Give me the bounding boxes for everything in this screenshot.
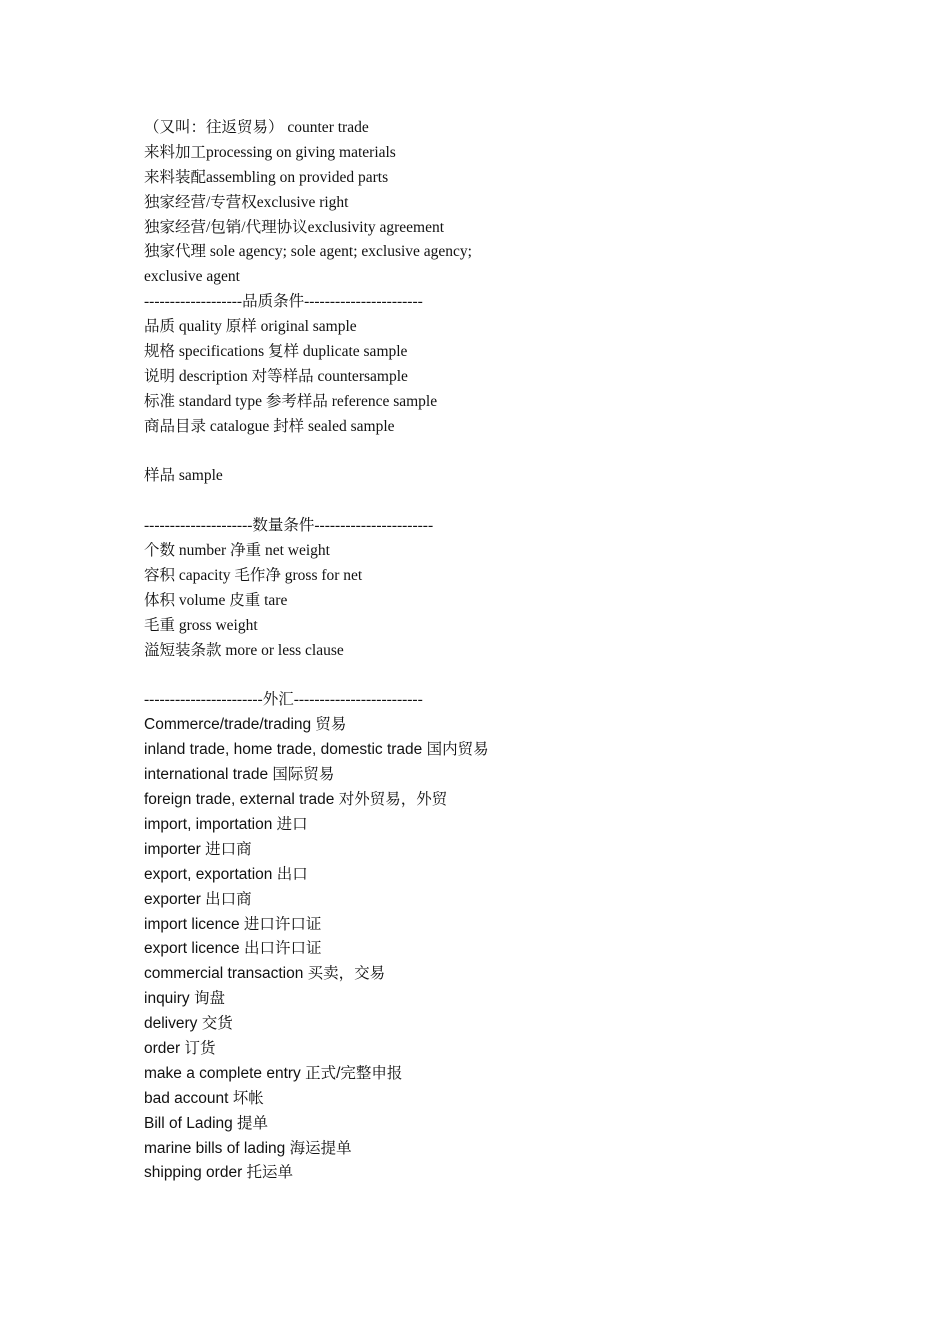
forex-line: inland trade, home trade, domestic trade 国内贸易 <box>144 741 489 759</box>
section-header-quality: -------------------品质条件----------------------- <box>144 293 423 311</box>
section-header-forex: -----------------------外汇------------------------- <box>144 691 423 709</box>
quantity-line: 个数 number 净重 net weight <box>144 542 330 560</box>
forex-line: make a complete entry 正式/完整申报 <box>144 1064 403 1082</box>
quality-line: 样品 sample <box>144 467 223 485</box>
forex-line: importer 进口商 <box>144 840 252 858</box>
forex-line: bad account 坏帐 <box>144 1089 264 1107</box>
forex-line: export, exportation 出口 <box>144 865 308 883</box>
quality-line: 标准 standard type 参考样品 reference sample <box>144 392 438 410</box>
section-header-quantity: ---------------------数量条件----------------------- <box>144 517 434 535</box>
quality-line: 商品目录 catalogue 封样 sealed sample <box>144 417 395 435</box>
blank-line <box>144 664 864 689</box>
quality-line: 品质 quality 原样 original sample <box>144 318 357 336</box>
document-body <box>144 116 864 1186</box>
text-line: （又叫：往返贸易） counter trade <box>144 119 369 136</box>
forex-line: Bill of Lading 提单 <box>144 1114 269 1132</box>
forex-line: foreign trade, external trade 对外贸易，外贸 <box>144 791 448 809</box>
text-line: exclusive agent <box>144 268 240 286</box>
forex-line: export licence 出口许口证 <box>144 940 322 958</box>
forex-line: import, importation 进口 <box>144 815 308 833</box>
forex-line: order 订货 <box>144 1039 216 1057</box>
quality-line: 说明 description 对等样品 countersample <box>144 367 408 385</box>
quantity-line: 毛重 gross weight <box>144 616 258 634</box>
text-line: 独家代理 sole agency; sole agent; exclusive agency; <box>144 243 472 261</box>
quantity-line: 容积 capacity 毛作净 gross for net <box>144 567 363 585</box>
text-line: 来料加工processing on giving materials <box>144 143 396 161</box>
forex-line: delivery 交货 <box>144 1015 233 1033</box>
forex-line: commercial transaction 买卖，交易 <box>144 965 386 983</box>
forex-line: Commerce/trade/trading 贸易 <box>144 716 347 734</box>
forex-line: inquiry 询盘 <box>144 990 225 1008</box>
forex-line: international trade 国际贸易 <box>144 766 335 784</box>
text-line: 来料装配assembling on provided parts <box>144 168 389 186</box>
quality-line: 规格 specifications 复样 duplicate sample <box>144 343 408 361</box>
blank-line <box>144 489 864 514</box>
forex-line: import licence 进口许口证 <box>144 915 322 933</box>
forex-line: exporter 出口商 <box>144 890 252 908</box>
forex-line: shipping order 托运单 <box>144 1164 294 1182</box>
forex-line: marine bills of lading 海运提单 <box>144 1139 352 1157</box>
blank-line <box>144 440 864 465</box>
text-line: 独家经营/专营权exclusive right <box>144 193 349 211</box>
quantity-line: 体积 volume 皮重 tare <box>144 591 288 609</box>
text-line: 独家经营/包销/代理协议exclusivity agreement <box>144 218 445 236</box>
quantity-line: 溢短装条款 more or less clause <box>144 641 344 659</box>
